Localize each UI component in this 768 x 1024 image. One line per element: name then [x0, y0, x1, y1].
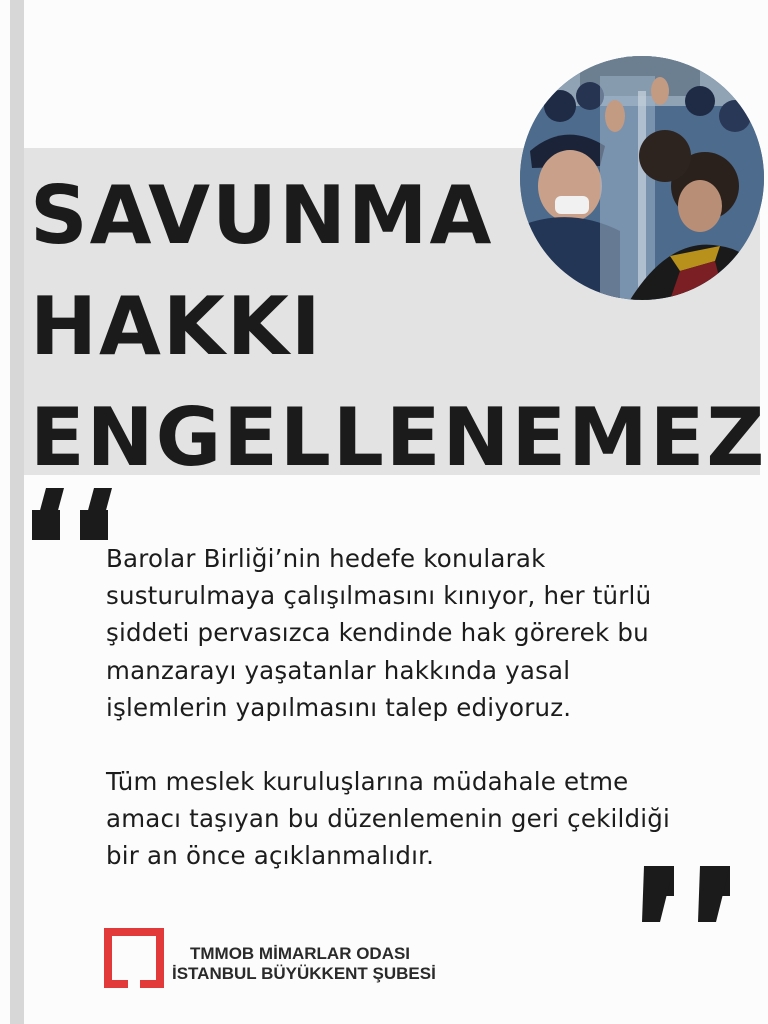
organization-line-1: TMMOB MİMARLAR ODASI	[190, 944, 411, 963]
organization-name	[172, 944, 436, 984]
headline-line-2: HAKKI	[30, 280, 323, 373]
quote-open-icon	[30, 484, 120, 542]
organization-line-2: İSTANBUL BÜYÜKKENT ŞUBESİ	[172, 964, 436, 983]
headline-line-1: SAVUNMA	[30, 169, 494, 262]
protest-photo	[520, 56, 764, 300]
quote-paragraph-1: Barolar Birliği’nin hedefe konularak susturulmaya çalışılmasını kınıyor, her türlü şiddeti pervasızca kendinde hak görerek bu manzarayı yaşatanlar hakkında yasal işlemlerin yapılmasını talep ediyoruz.	[106, 544, 652, 722]
quote-paragraph-2: Tüm meslek kuruluşlarına müdahale etme amacı taşıyan bu düzenlemenin geri çekildiği bir an önce açıklanmalıdır.	[106, 767, 671, 871]
tmmob-logo	[104, 928, 164, 988]
left-accent-bar	[10, 0, 24, 1024]
quote-text	[106, 540, 746, 875]
quote-close-icon	[636, 864, 740, 926]
headline-line-3: ENGELLENEMEZ	[30, 391, 767, 484]
